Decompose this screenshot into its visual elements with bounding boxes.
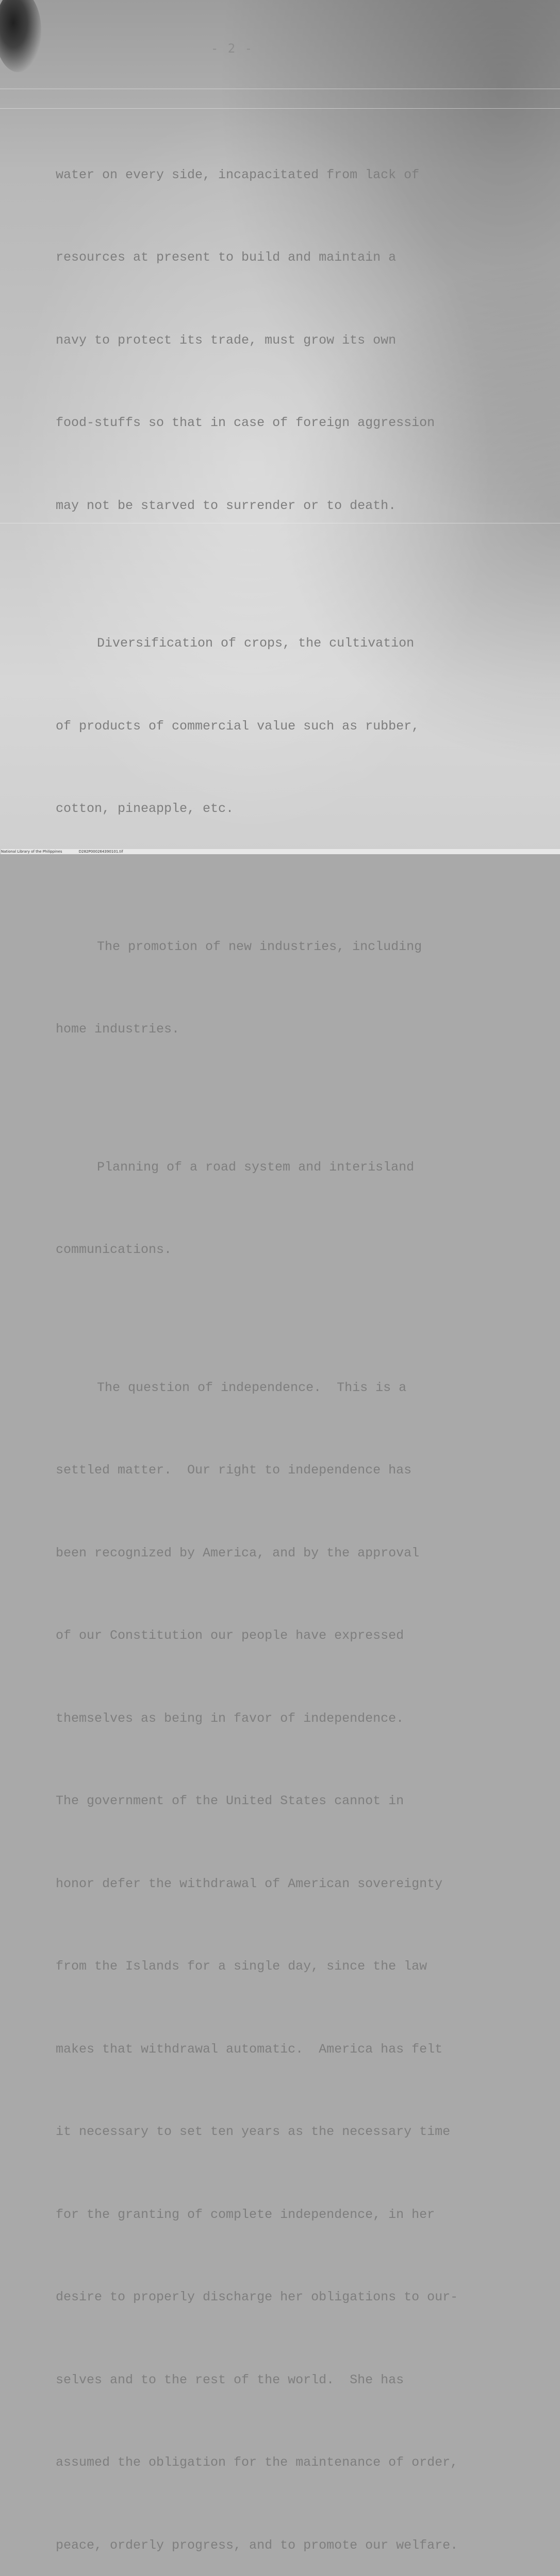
archive-footer [1,849,560,854]
ink-smudge [0,0,41,72]
text-line: may not be starved to surrender or to death. [56,498,397,513]
text-line: Diversification of crops, the cultivation [97,636,415,651]
text-line: food-stuffs so that in case of foreign aggression [56,415,435,430]
text-line: Planning of a road system and interisland [97,1159,415,1175]
text-line: desire to properly discharge her obligations to our- [56,2290,458,2304]
text-line: The promotion of new industries, including [97,939,422,954]
text-line: cotton, pineapple, etc. [56,801,234,816]
text-line: home industries. [56,1022,180,1037]
text-line: of products of commercial value such as rubber, [56,718,420,734]
text-line: The government of the United States cannot in [56,1793,404,1808]
text-line: resources at present to build and maintain a [56,250,397,265]
file-id: D282P000264390101.tif [78,850,123,854]
text-line: water on every side, incapacitated from lack of [56,167,420,182]
text-line: for the granting of complete independence, in her [56,2207,435,2222]
text-line: communications. [56,1242,172,1257]
text-line: peace, orderly progress, and to promote our welfare. [56,2537,458,2553]
text-line: from the Islands for a single day, since the law [56,1959,427,1974]
text-line: settled matter. Our right to independence has [56,1463,412,1478]
text-line: makes that withdrawal automatic. America has felt [56,2041,443,2057]
text-line: assumed the obligation for the maintenance of order, [56,2455,458,2470]
archive-name: National Library of the Philippines [1,850,62,854]
text-line: of our Constitution our people have expressed [56,1628,404,1643]
typed-body-text [56,78,520,2576]
text-line: selves and to the rest of the world. She has [56,2372,404,2387]
text-line: themselves as being in favor of independence. [56,1710,404,1726]
text-line: been recognized by America, and by the approval [56,1545,420,1561]
text-line: navy to protect its trade, must grow its own [56,332,397,348]
text-line: The question of independence. This is a [97,1380,407,1395]
text-line: honor defer the withdrawal of American sovereignty [56,1876,443,1891]
text-line: it necessary to set ten years as the necessary time [56,2124,451,2139]
page-number: - 2 - [210,41,254,56]
